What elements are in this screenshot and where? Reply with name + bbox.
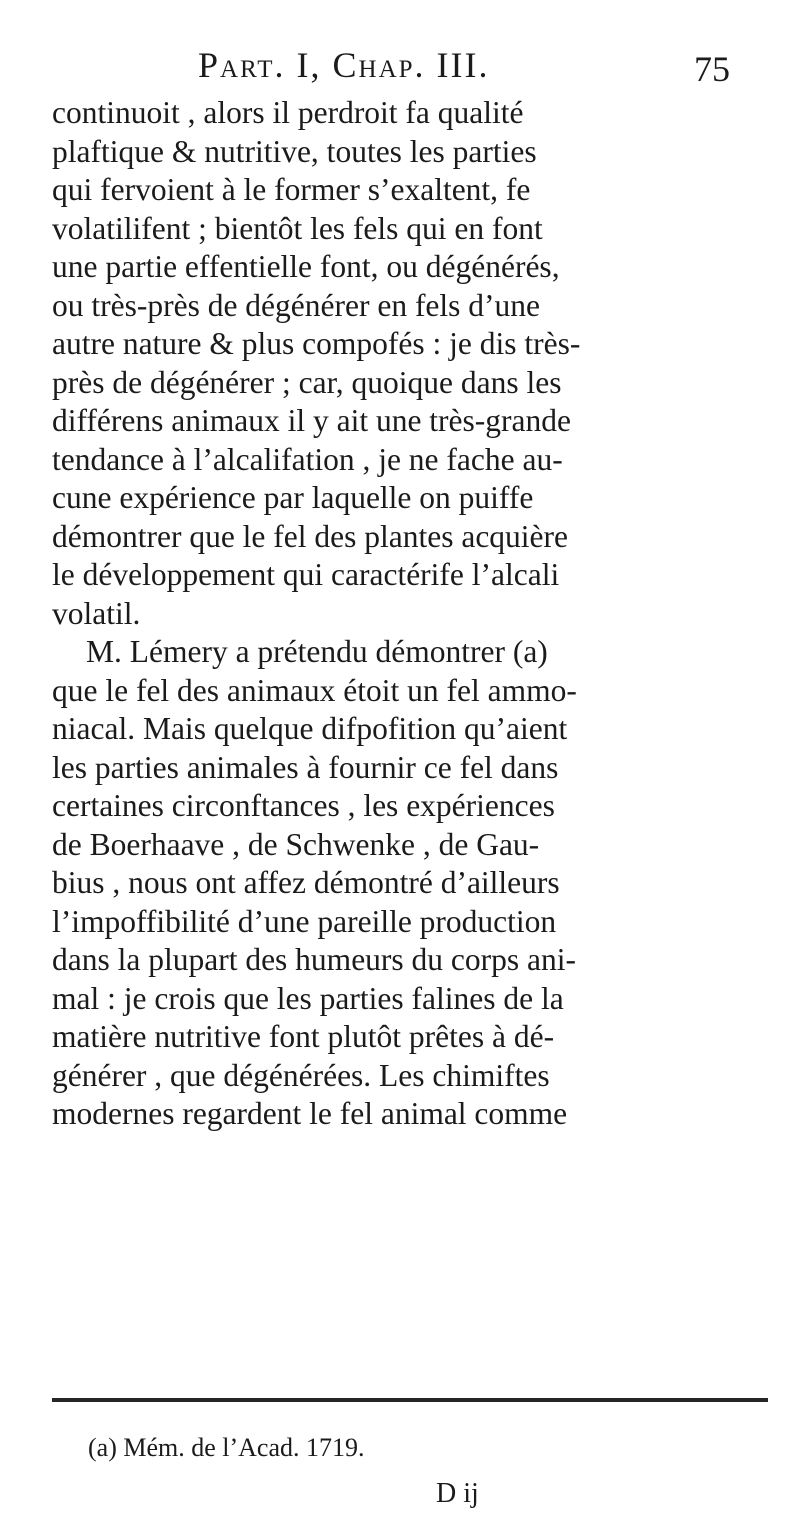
- text-line: que le fel des animaux étoit un fel ammo-: [52, 672, 577, 708]
- text-line: plaftique & nutritive, toutes les parties: [52, 133, 537, 169]
- text-line: tendance à l’alcalifation , je ne fache au-: [52, 441, 563, 477]
- page-header: [0, 44, 800, 94]
- text-line: volatilifent ; bientôt les fels qui en font: [52, 210, 543, 246]
- text-line: le développement qui caractérife l’alcali: [52, 557, 560, 592]
- body-text: [52, 94, 768, 1134]
- text-line: mal : je crois que les parties falines de la: [52, 980, 564, 1016]
- text-line: qui fervoient à le former s’exaltent, fe: [52, 172, 531, 207]
- text-line: une partie effentielle font, ou dégénérés,: [52, 249, 560, 284]
- text-line: l’impoffibilité d’une pareille production: [52, 903, 557, 939]
- text-line: de Boerhaave , de Schwenke , de Gau-: [52, 826, 540, 862]
- text-line: volatil.: [52, 595, 141, 631]
- signature-mark: D ij: [436, 1478, 479, 1509]
- text-line: cune expérience par laquelle on puiffe: [52, 480, 534, 515]
- text-line: démontrer que le fel des plantes acquière: [52, 518, 569, 554]
- text-line: bius , nous ont affez démontré d’ailleurs: [52, 865, 560, 900]
- text-line: continuoit , alors il perdroit fa qualité: [52, 95, 524, 130]
- running-head: Part. I, Chap. III.: [198, 45, 490, 85]
- text-line: différens animaux il y ait une très-grande: [52, 403, 571, 438]
- footnote: (a) Mém. de l’Acad. 1719.: [88, 1433, 365, 1462]
- text-line: certaines circonftances , les expériences: [52, 788, 555, 823]
- footnote-divider: [52, 1398, 768, 1402]
- paragraph-start-line: M. Lémery a prétendu démontrer (a): [86, 634, 548, 669]
- text-line: matière nutritive font plutôt prêtes à dé-: [52, 1019, 555, 1054]
- text-line: les parties animales à fournir ce fel dans: [52, 749, 559, 785]
- text-line: modernes regardent le fel animal comme: [52, 1096, 568, 1131]
- text-line: niacal. Mais quelque difpofition qu’aient: [52, 711, 568, 746]
- page-number: 75: [694, 49, 730, 89]
- text-line: ou très-près de dégénérer en fels d’une: [52, 287, 541, 323]
- text-line: générer , que dégénérées. Les chimiftes: [52, 1057, 550, 1093]
- text-line: près de dégénérer ; car, quoique dans les: [52, 364, 562, 400]
- text-line: autre nature & plus compofés : je dis très-: [52, 326, 581, 361]
- text-line: dans la plupart des humeurs du corps ani-: [52, 942, 576, 977]
